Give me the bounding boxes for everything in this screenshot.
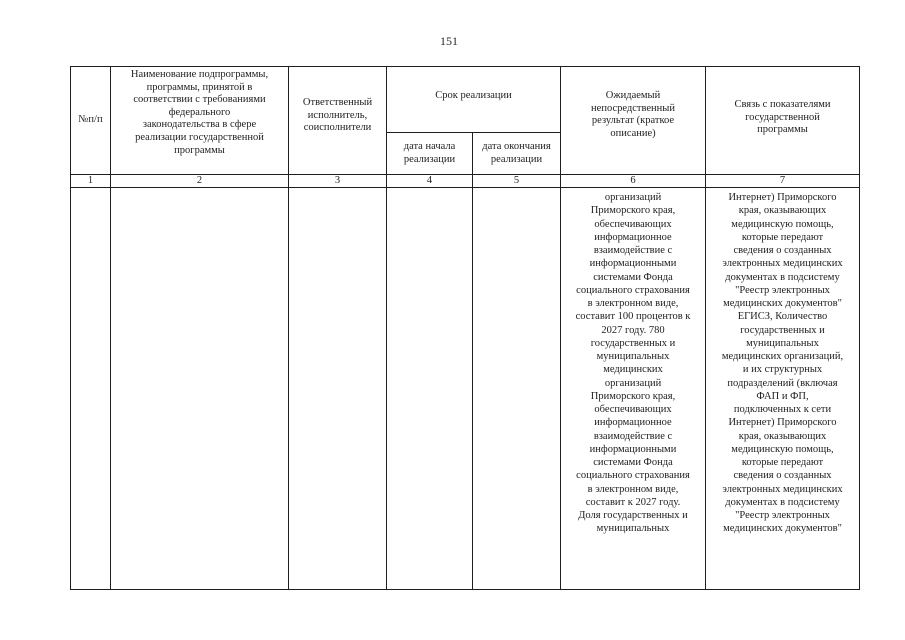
column-number: 7: [779, 174, 786, 186]
result-line: Доля государственных и: [578, 510, 688, 521]
column-number: 4: [426, 174, 433, 186]
column-number: 3: [334, 174, 341, 186]
result-line: медицинских: [603, 364, 663, 376]
result-line: муниципальных: [596, 351, 670, 362]
header-start: дата начала реализации: [403, 140, 456, 165]
table-border-right: [859, 66, 860, 590]
column-number: 5: [513, 174, 520, 186]
column-number: 2: [196, 174, 203, 186]
row-end-cell: [473, 189, 560, 203]
link-line: и их структурных: [742, 364, 823, 376]
column-number: 6: [630, 174, 636, 186]
link-line: документах в подсистему: [725, 496, 840, 508]
result-line: 2027 году. 780: [601, 324, 665, 336]
link-line: которые передают: [741, 457, 824, 468]
result-line: в электронном виде,: [587, 483, 679, 495]
result-line: организаций: [604, 377, 662, 389]
result-line: системами Фонда: [593, 457, 673, 468]
link-line: Интернет) Приморского: [728, 192, 837, 203]
column-number-divider: [70, 187, 860, 188]
result-line: системами Фонда: [593, 271, 673, 283]
result-line: обеспечивающих: [594, 404, 672, 415]
link-line: медицинскую помощь,: [731, 218, 834, 230]
link-line: медицинских документов": [723, 298, 842, 309]
link-line: "Реестр электронных: [735, 510, 830, 521]
link-line: ЕГИСЗ, Количество: [737, 311, 828, 323]
result-line: Приморского края,: [590, 390, 676, 402]
link-line: края, оказывающих: [738, 205, 827, 217]
result-line: социального страхования: [576, 284, 690, 296]
link-line: электронных медицинских: [722, 483, 843, 495]
result-line: информационное: [594, 417, 672, 429]
row-name-cell: [111, 189, 288, 203]
header-name-line: соответствии с требованиями: [133, 94, 266, 106]
header-name-line: программы: [174, 144, 225, 156]
program-table: [70, 66, 860, 590]
row-num-cell: [71, 189, 110, 203]
header-name-line: программы, принятой в: [146, 81, 253, 93]
result-line: взаимодействие с: [593, 245, 673, 256]
header-name-line: федерального: [168, 106, 231, 118]
result-line: информационное: [594, 231, 672, 243]
result-line: информационными: [589, 258, 677, 270]
link-line: ФАП и ФП,: [756, 390, 809, 402]
header-period: Срок реализации: [435, 89, 512, 101]
link-line: подразделений (включая: [727, 377, 838, 389]
result-line: составит 100 процентов к: [575, 311, 691, 323]
link-line: которые передают: [741, 231, 824, 243]
link-line: края, оказывающих: [738, 430, 827, 442]
link-line: муниципальных: [746, 337, 819, 349]
column-number: 1: [87, 174, 94, 186]
header-result: Ожидаемый непосредственный результат (краткое описание): [591, 90, 675, 139]
header-link: Связь с показателями государственной программы: [734, 99, 831, 136]
result-line: организаций: [604, 192, 662, 203]
header-end: дата окончания реализации: [482, 140, 551, 165]
result-line: государственных и: [590, 337, 676, 349]
header-name-line: реализации государственной: [135, 131, 264, 143]
table-border-bottom: [70, 589, 860, 590]
header-executor: Ответственный исполнитель, соисполнители: [302, 97, 373, 134]
result-line: составит к 2027 году.: [585, 496, 681, 508]
link-line: медицинских документов": [723, 523, 842, 535]
link-line: "Реестр электронных: [735, 284, 830, 296]
link-line: документах в подсистему: [725, 271, 840, 283]
header-name: [111, 69, 288, 174]
result-line: Приморского края,: [590, 205, 676, 217]
result-line: взаимодействие с: [593, 430, 673, 442]
link-line: подключенных к сети: [733, 404, 832, 415]
result-line: муниципальных: [596, 523, 670, 535]
link-line: сведения о созданных: [733, 470, 832, 482]
row-start-cell: [387, 189, 472, 203]
page-number: 151: [440, 34, 458, 48]
link-line: медицинских организаций,: [721, 351, 844, 362]
result-line: информационными: [589, 443, 677, 455]
link-line: сведения о созданных: [733, 245, 832, 256]
header-num: №п/п: [78, 114, 103, 126]
table-border-top: [70, 66, 860, 67]
header-name-line: законодательства в сфере: [142, 119, 257, 131]
header-name-line: Наименование подпрограммы,: [130, 69, 269, 80]
row-result-cell: [561, 191, 705, 589]
row-executor-cell: [289, 189, 386, 203]
link-line: электронных медицинских: [722, 258, 843, 270]
result-line: в электронном виде,: [587, 298, 679, 309]
link-line: Интернет) Приморского: [728, 417, 837, 429]
link-line: государственных и: [740, 324, 825, 336]
row-link-cell: [706, 191, 859, 589]
link-line: медицинскую помощь,: [731, 443, 834, 455]
result-line: социального страхования: [576, 470, 690, 482]
result-line: обеспечивающих: [594, 218, 672, 230]
